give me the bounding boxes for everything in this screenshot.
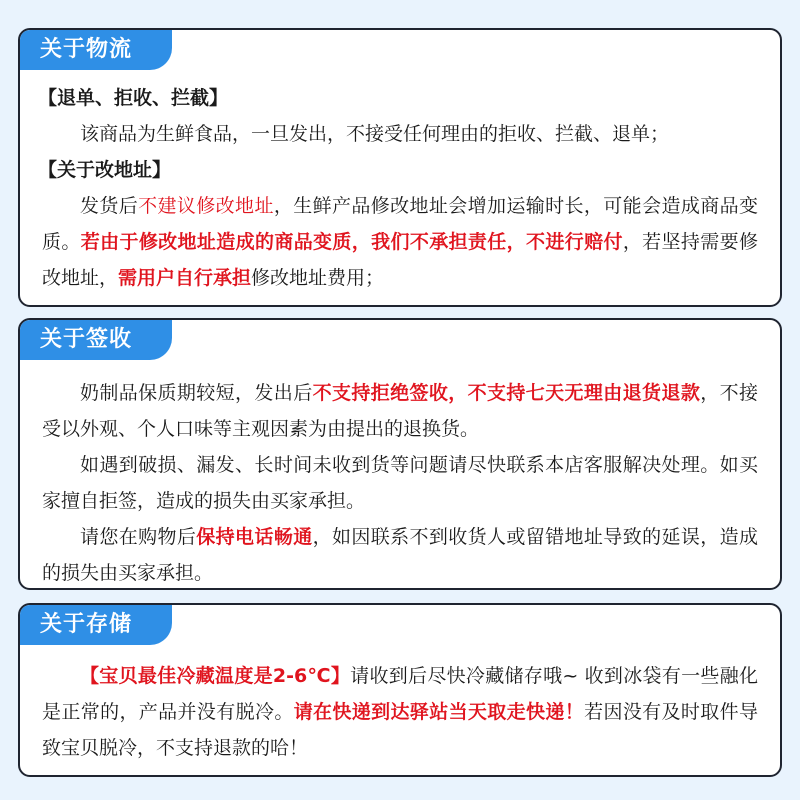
- signing-paragraph-2: 如遇到破损、漏发、长时间未收到货等问题请尽快联系本店客服解决处理。如买家擅自拒签，造成的损失由买家承担。: [42, 454, 758, 512]
- signing-tab-title: 关于签收: [20, 320, 172, 360]
- text-segment: 奶制品保质期较短，发出后: [80, 382, 313, 404]
- subheading-refund: 【退单、拒收、拦截】: [38, 87, 229, 109]
- text-segment: ，若坚持需要修改地址，: [42, 231, 758, 289]
- text-segment: ，不接受以外观、个人口味等主观因素为由提出的退换货。: [42, 382, 758, 440]
- signing-body: [42, 375, 758, 590]
- storage-card: [18, 603, 782, 777]
- text-segment: ，生鲜产品修改地址会增加运输时长，可能会造成商品变质。: [42, 195, 758, 253]
- text-segment: ，如因联系不到收货人或留错地址导致的延误，造成的损失由买家承担。: [42, 526, 758, 584]
- text-segment: 修改地址费用；: [251, 267, 385, 289]
- signing-card: [18, 318, 782, 590]
- storage-tab-title: 关于存储: [20, 605, 172, 645]
- text-segment: 发货后: [80, 195, 139, 217]
- emphasis-user-bears: 需用户自行承担: [118, 267, 252, 289]
- text-segment: 请您在购物后: [80, 526, 197, 548]
- logistics-body: [38, 80, 758, 296]
- logistics-tab-title: 关于物流: [20, 30, 172, 70]
- emphasis-temperature: 【宝贝最佳冷藏温度是2-6℃】: [80, 665, 351, 687]
- signing-paragraph-1: [42, 375, 758, 447]
- text-segment: 请收到后尽快冷藏储存哦~ 收到冰袋有一些融化是正常的，产品并没有脱冷。: [42, 665, 758, 723]
- subheading-address: 【关于改地址】: [38, 159, 172, 181]
- signing-paragraph-3: [42, 519, 758, 590]
- emphasis-no-liability: 若由于修改地址造成的商品变质，我们不承担责任，不进行赔付: [80, 231, 623, 253]
- refund-paragraph: 该商品为生鲜食品，一旦发出，不接受任何理由的拒收、拦截、退单；: [80, 123, 670, 145]
- emphasis-pickup-same-day: 请在快递到达驿站当天取走快递！: [293, 701, 585, 723]
- storage-body: [42, 658, 758, 766]
- emphasis-keep-phone: 保持电话畅通: [196, 526, 313, 548]
- address-paragraph: [42, 188, 758, 296]
- logistics-card: [18, 28, 782, 307]
- emphasis-no-return: 不支持拒绝签收，不支持七天无理由退货退款: [312, 382, 701, 404]
- emphasis-no-change: 不建议修改地址: [138, 195, 274, 217]
- text-segment: 若因没有及时取件导致宝贝脱冷，不支持退款的哈！: [42, 701, 758, 759]
- storage-paragraph: [42, 658, 758, 766]
